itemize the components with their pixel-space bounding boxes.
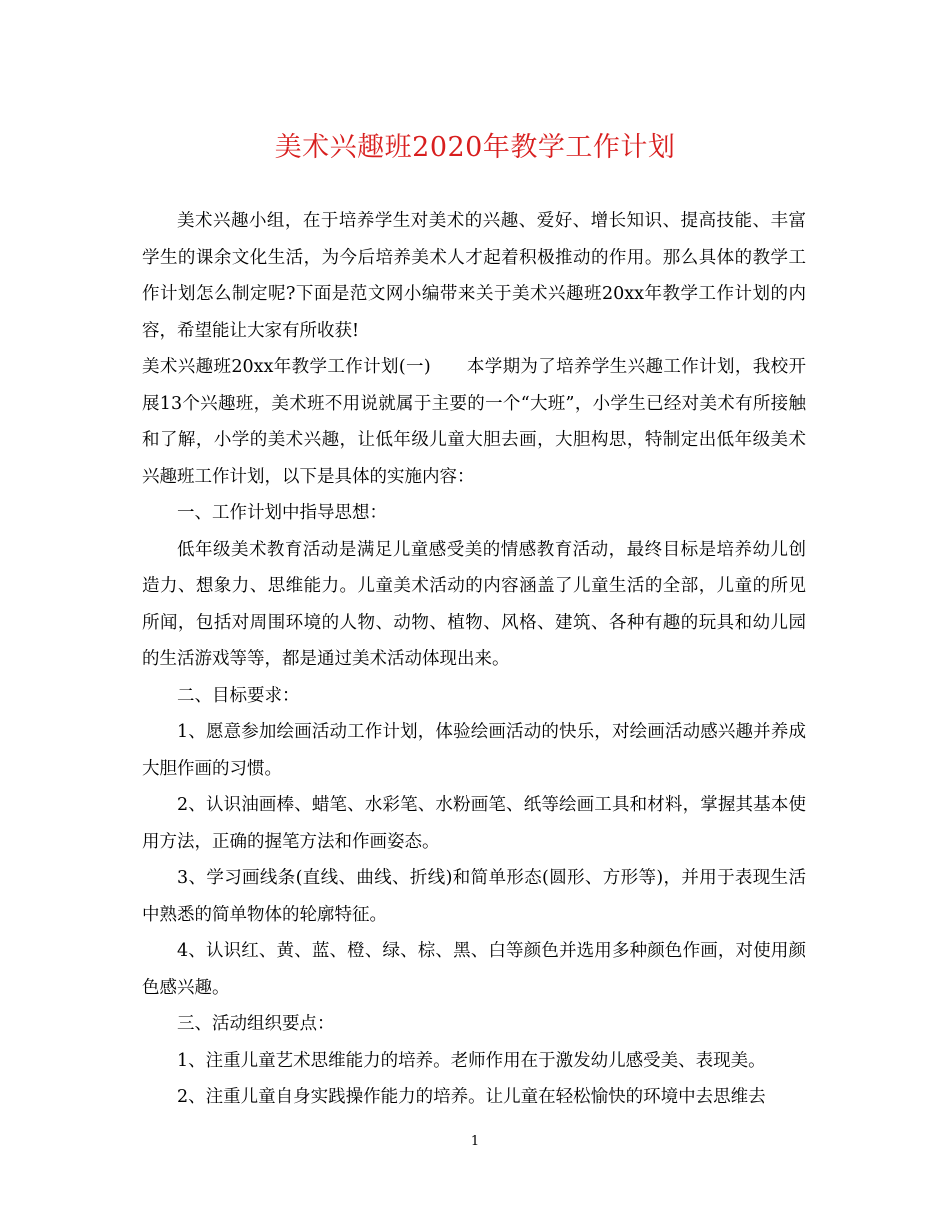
heading-goals: 二、目标要求： bbox=[177, 685, 300, 706]
heading-organization: 三、活动组织要点： bbox=[177, 1014, 335, 1034]
paragraph-guiding-ideas: 低年级美术教育活动是满足儿童感受美的情感教育活动，最终目标是培养幼儿创造力、想象力、思维能力。儿童美术活动的内容涵盖了儿童生活的全部，儿童的所见所闻，包括对周围环境的人物、动物、植物、风格、建筑、各种有趣的玩具和幼儿园的生活游戏等等，都是通过美术活动体现出来。 bbox=[142, 539, 806, 669]
paragraph-goal-4: 4、认识红、黄、蓝、橙、绿、棕、黑、白等颜色并选用多种颜色作画，对使用颜色感兴趣。 bbox=[142, 941, 806, 998]
paragraph-organization-1: 1、注重儿童艺术思维能力的培养。老师作用在于激发幼儿感受美、表现美。 bbox=[177, 1050, 766, 1071]
page-number: 1 bbox=[470, 1134, 480, 1149]
paragraph-intro: 美术兴趣小组，在于培养学生对美术的兴趣、爱好、增长知识、提高技能、丰富学生的课余文化生活，为今后培养美术人才起着积极推动的作用。那么具体的教学工作计划怎么制定呢?下面是范文网小编带来关于美术兴趣班20xx年教学工作计划的内容，希望能让大家有所收获! bbox=[142, 211, 806, 341]
document-body bbox=[142, 203, 806, 1116]
paragraph-organization-2: 2、注重儿童自身实践操作能力的培养。让儿童在轻松愉快的环境中去思维去 bbox=[177, 1087, 766, 1107]
paragraph-goal-3: 3、学习画线条(直线、曲线、折线)和简单形态(圆形、方形等)，并用于表现生活中熟悉的简单物体的轮廓特征。 bbox=[142, 868, 806, 925]
heading-guiding-ideas: 一、工作计划中指导思想： bbox=[177, 503, 387, 523]
document-title: 美术兴趣班2020年教学工作计划 bbox=[274, 132, 676, 163]
paragraph-plan-one: 美术兴趣班20xx年教学工作计划(一) 本学期为了培养学生兴趣工作计划，我校开展13个兴趣班，美术班不用说就属于主要的一个“大班”，小学生已经对美术有所接触和了解，小学的美术兴趣，让低年级儿童大胆去画，大胆构思，特制定出低年级美术兴趣班工作计划，以下是具体的实施内容： bbox=[142, 357, 806, 487]
paragraph-goal-1: 1、愿意参加绘画活动工作计划，体验绘画活动的快乐，对绘画活动感兴趣并养成大胆作画的习惯。 bbox=[142, 722, 806, 779]
paragraph-goal-2: 2、认识油画棒、蜡笔、水彩笔、水粉画笔、纸等绘画工具和材料，掌握其基本使用方法，正确的握笔方法和作画姿态。 bbox=[142, 795, 806, 852]
